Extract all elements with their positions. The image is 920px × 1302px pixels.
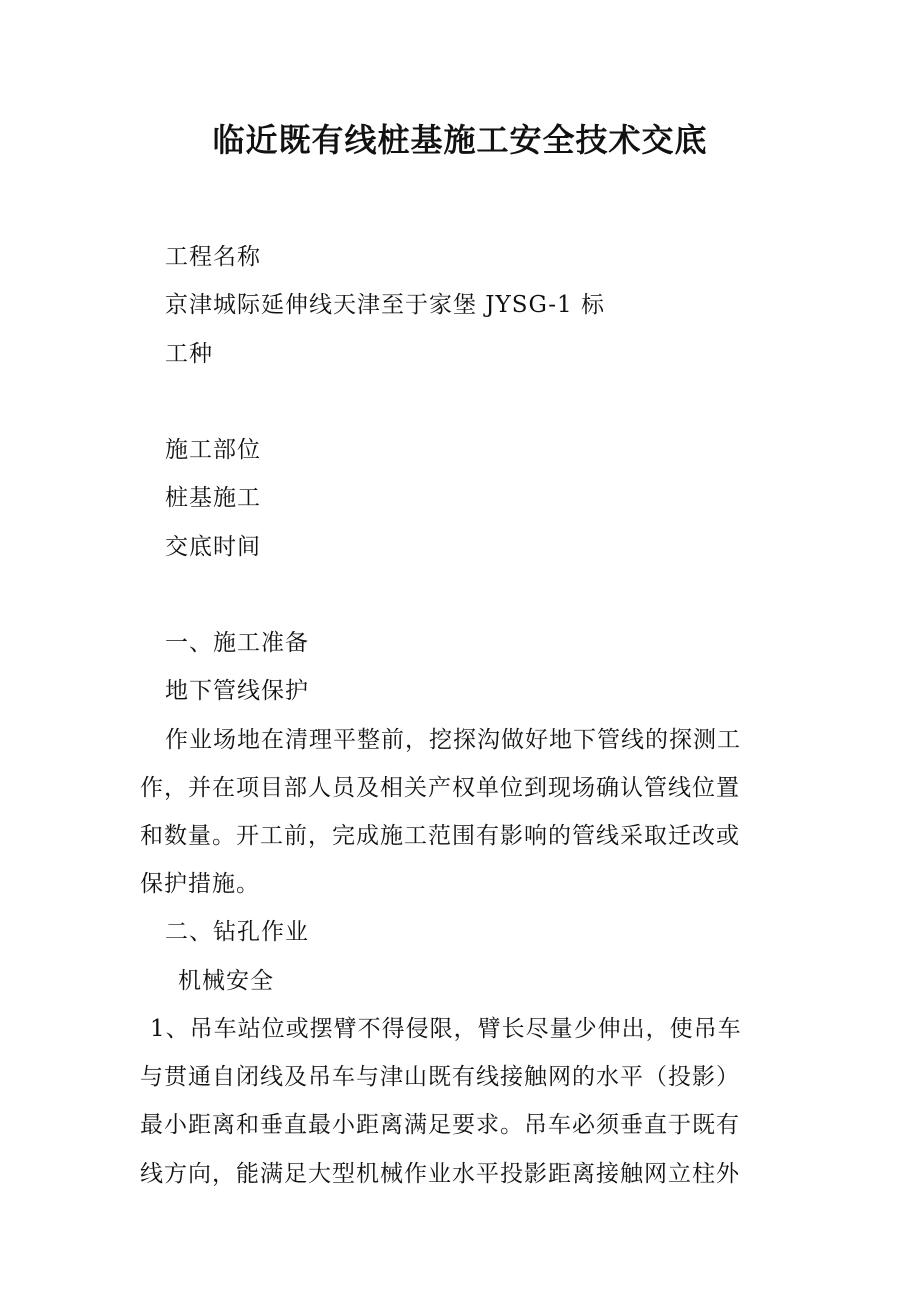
location-value: 桩基施工	[165, 485, 261, 511]
section-2-para-line-4: 线方向，能满足大型机械作业水平投影距离接触网立柱外	[140, 1161, 740, 1187]
document-title: 临近既有线桩基施工安全技术交底	[212, 121, 708, 159]
section-1-para-line-2: 作，并在项目部人员及相关产权单位到现场确认管线位置	[140, 775, 740, 801]
project-name-value: 京津城际延伸线天津至于家堡 JYSG-1 标	[165, 292, 605, 318]
section-2-para-line-2: 与贯通自闭线及吊车与津山既有线接触网的水平（投影）	[140, 1064, 740, 1090]
section-2-heading: 二、钻孔作业	[165, 919, 309, 945]
section-2-para-line-3: 最小距离和垂直最小距离满足要求。吊车必须垂直于既有	[140, 1112, 740, 1138]
section-1-para-line-3: 和数量。开工前，完成施工范围有影响的管线采取迁改或	[140, 823, 740, 849]
section-1-para-line-1: 作业场地在清理平整前，挖探沟做好地下管线的探测工	[165, 727, 741, 753]
section-1-heading: 一、施工准备	[165, 630, 309, 656]
project-name-label: 工程名称	[165, 244, 261, 270]
work-type-label: 工种	[165, 341, 213, 367]
section-2-para-line-1: 1、吊车站位或摆臂不得侵限，臂长尽量少伸出，使吊车	[150, 1016, 742, 1042]
date-label: 交底时间	[165, 534, 261, 560]
location-label: 施工部位	[165, 437, 261, 463]
section-2-subheading: 机械安全	[178, 968, 274, 994]
section-1-para-line-4: 保护措施。	[140, 871, 260, 897]
section-1-subheading: 地下管线保护	[165, 678, 309, 704]
